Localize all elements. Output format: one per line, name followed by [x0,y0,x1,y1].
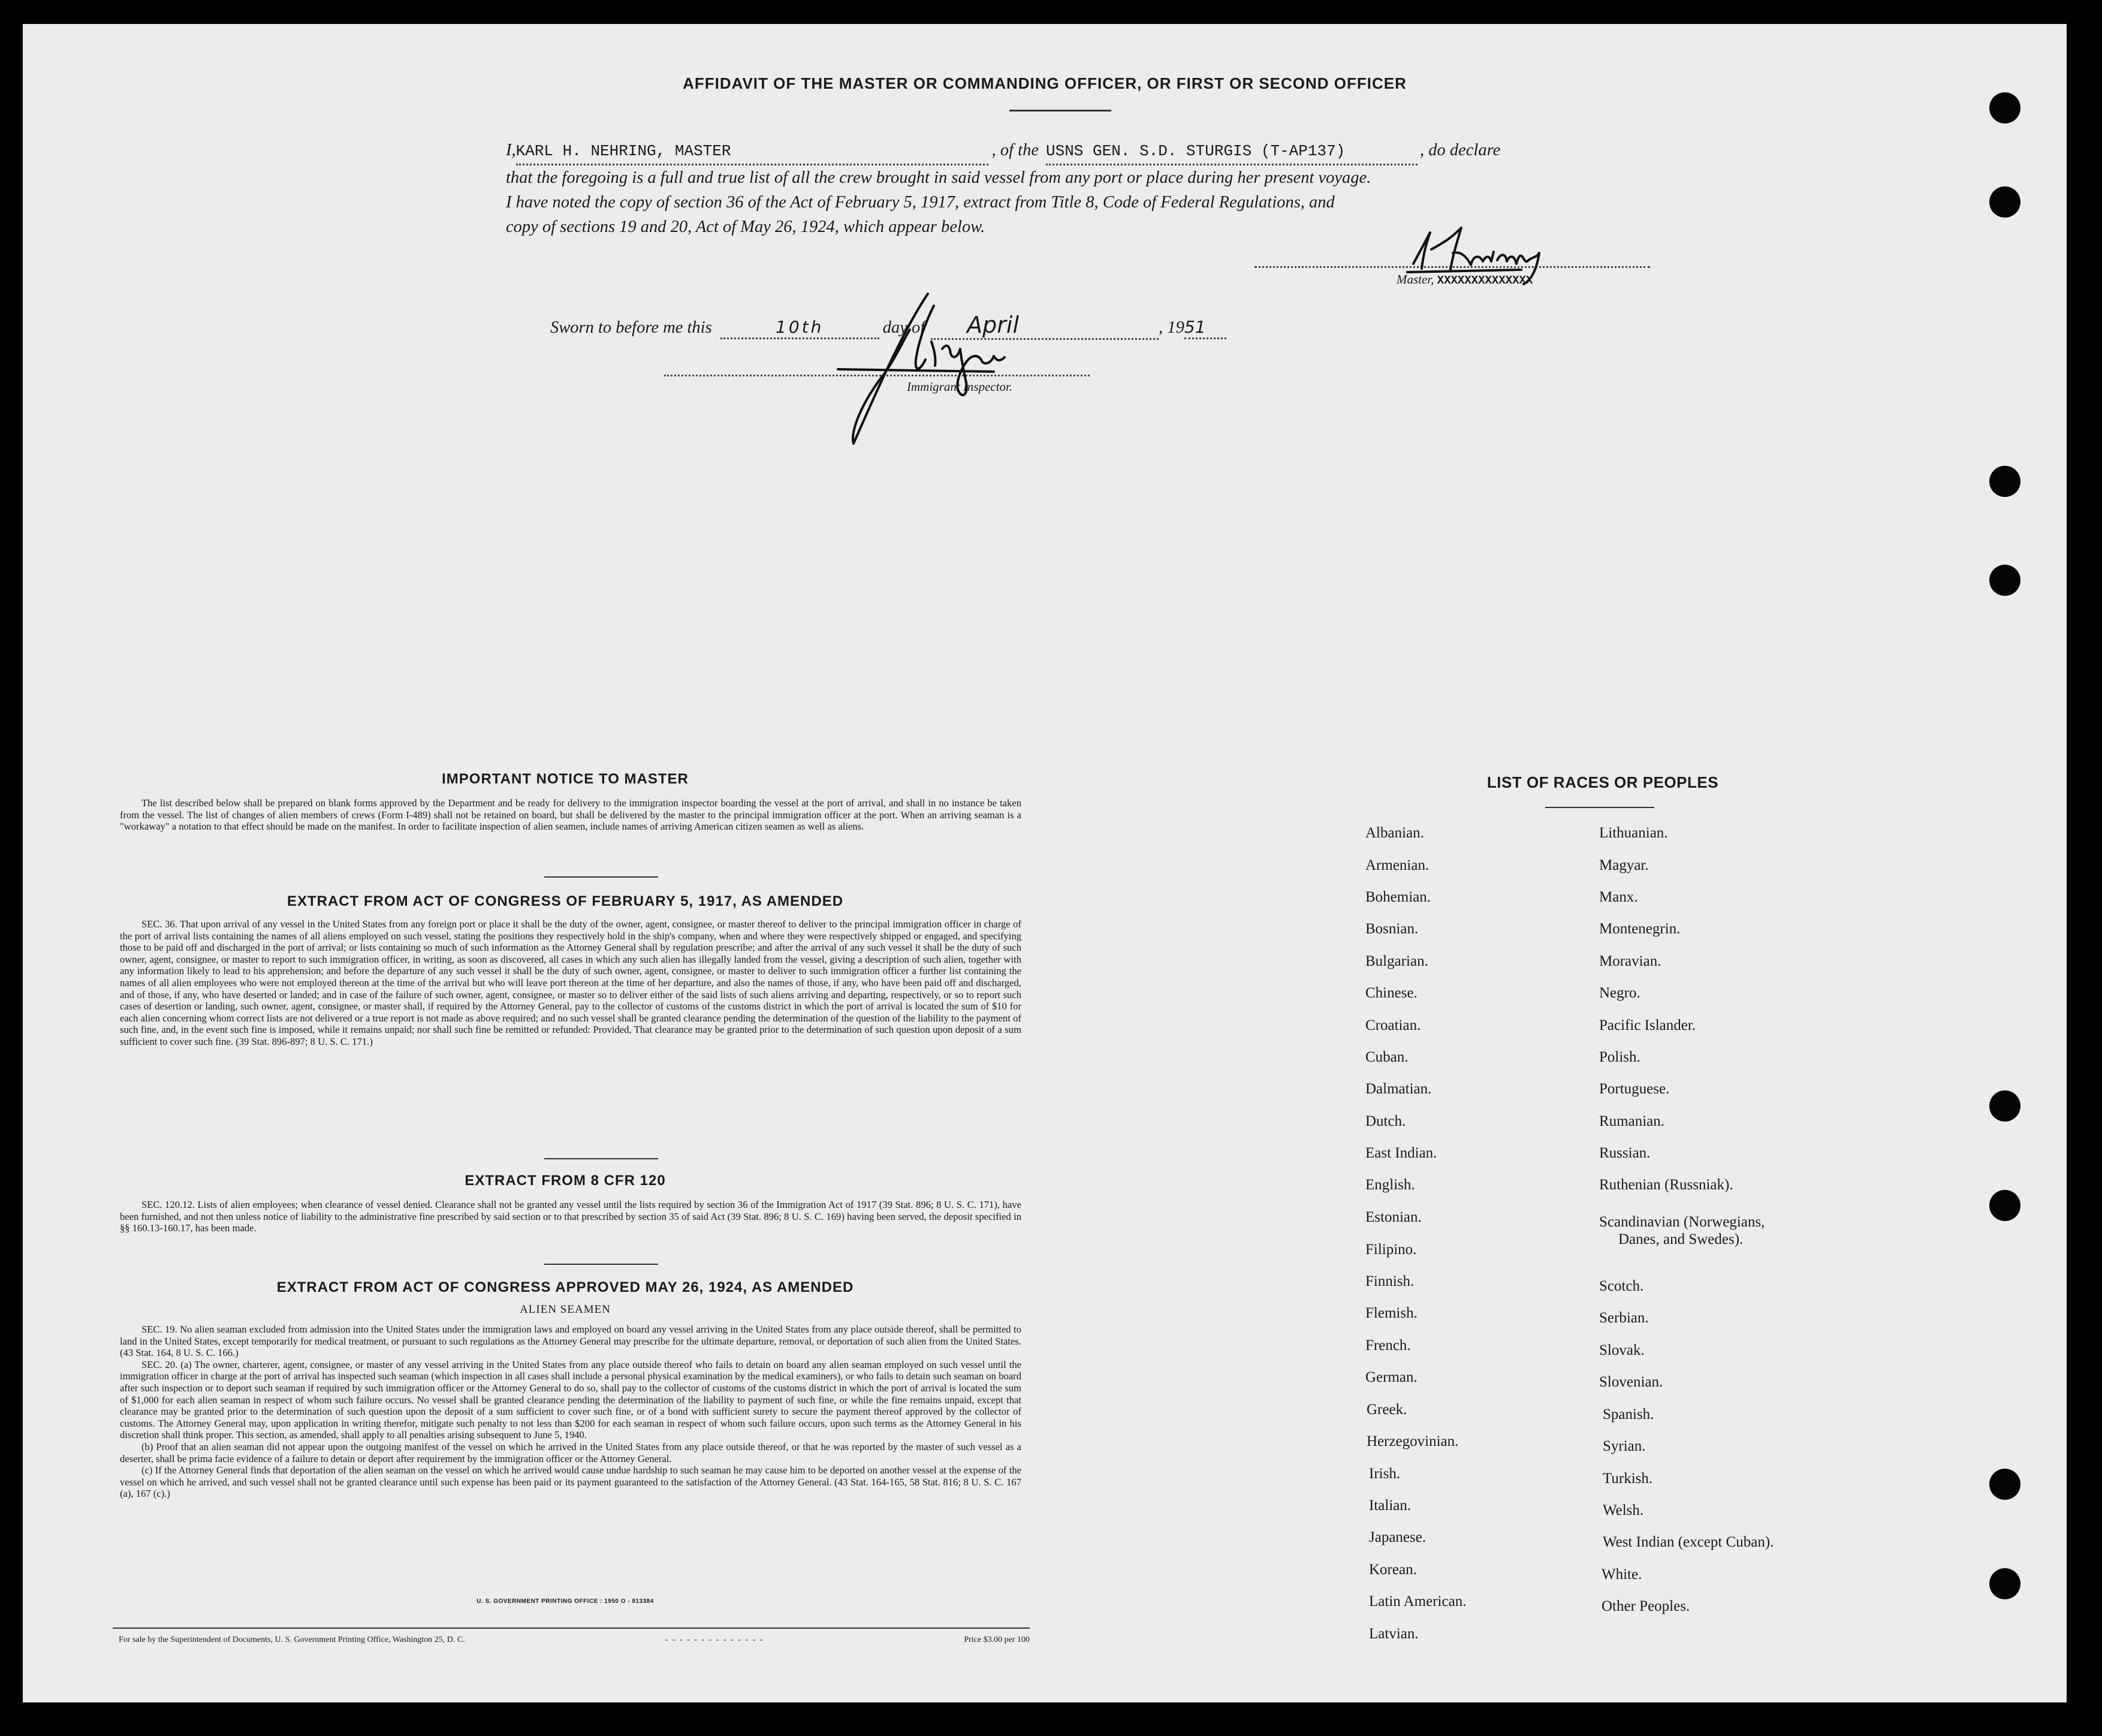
race-item: Syrian. [1603,1438,1646,1454]
footer-rule [113,1628,1030,1629]
race-item: Portuguese. [1599,1081,1670,1097]
race-item: Rumanian. [1599,1113,1665,1129]
section-rule [544,876,658,878]
section-rule [544,1158,658,1159]
binder-hole [1989,92,2020,123]
race-item: Welsh. [1603,1502,1644,1518]
race-item: Finnish. [1365,1273,1415,1289]
race-item: Estonian. [1365,1209,1422,1225]
race-item: Latin American. [1369,1593,1467,1610]
inspector-signature [814,282,1066,450]
race-item: Russian. [1599,1145,1651,1161]
declaration-line-2: that the foregoing is a full and true list of all the crew brought in said vessel from any port or place during her present voyage. [506,168,1371,187]
race-item: Scandinavian (Norwegians, [1599,1214,1765,1230]
race-item: Armenian. [1365,857,1430,873]
sworn-year-field: 51 [1184,317,1226,339]
race-item: Polish. [1599,1049,1640,1065]
race-item: Flemish. [1365,1305,1418,1321]
race-item: Montenegrin. [1599,921,1681,937]
race-item: Spanish. [1603,1406,1654,1422]
footer-dashes: - - - - - - - - - - - - - - [665,1635,764,1644]
race-item: French. [1365,1337,1411,1354]
extract-cfr-title: EXTRACT FROM 8 CFR 120 [465,1173,666,1189]
race-item: Albanian. [1365,825,1424,841]
affidavit-title: AFFIDAVIT OF THE MASTER OR COMMANDING OFFICER, OR FIRST OR SECOND OFFICER [683,74,1407,92]
declaration-line-1: I, KARL H. NEHRING, MASTER , of the USNS GEN. S.D. STURGIS (T-AP137) , do declare [506,138,1654,165]
race-item: German. [1365,1369,1418,1385]
sworn-day-field: 10th [720,317,879,339]
extract-1924-text: SEC. 19. No alien seaman excluded from admission into the United States under the immigration laws and employed on board any vessel arriving in the United States from any place outside thereof, shall be permitted to land in the United States, except temporarily for medical treatment, or pursuant to such regulations as the Attorney General may prescribe for the ultimate departure, removal, or deportation of such alien from the United States. (43 Stat. 164, 8 U. S. C. 166.) SEC. 20. (a) The owner, charterer, agent, consignee, or master of any vessel arriving in the United States from any place outside thereof who fails to detain on board any alien seaman employed on such vessel until the immigration officer in charge at the port of arrival has inspected such seaman (which inspection in all cases shall include a personal physical examination by the medical examiners), or who fails to detain such seaman on board after such inspection or to deport such seaman if required by such immigration officer or the Attorney General to do so, shall pay to the collector of customs of the customs district in which the port of arrival is located the sum of $1,000 for each alien seaman in respect of whom such failure occurs. No vessel shall be granted clearance pending the determination of the liability to payment of such fine, or while the fine remains unpaid, except that clearance may be granted prior to the determination of such question upon the deposit of a sum sufficient to cover such fine, or of a bond with sufficient surety to secure the payment thereof approved by the collector of customs. The Attorney General may, upon application in writing therefor, mitigate such penalty to not less than $200 for each seaman in respect of whom such failure occurs, upon such terms as the Attorney General in his discretion shall think proper. This section, as amended, shall apply to all penalties arising subsequent to June 5, 1940. (b) Proof that an alien seaman did not appear upon the outgoing manifest of the vessel on which he arrived in the United States from any place outside thereof, or that he was reported by the master of such vessel as a deserter, shall be prima facie evidence of a failure to detain or deport after requirement by the immigration officer or the Attorney General. (c) If the Attorney General finds that deportation of the alien seaman on the vessel on which he arrived would cause undue hardship to such seaman he may cause him to be deported on another vessel at the expense of the vessel on which he arrived, and such vessel shall not be granted clearance until such expense has been paid or its payment guaranteed to the satisfaction of the Attorney General. (43 Stat. 164-165, 58 Stat. 816; 8 U. S. C. 167 (a), 167 (c).) [120,1324,1021,1500]
binder-hole [1989,565,2020,596]
race-item: Lithuanian. [1599,825,1668,841]
printer-imprint: U. S. GOVERNMENT PRINTING OFFICE : 1950 O - 813384 [477,1598,654,1605]
race-item: Croatian. [1365,1017,1421,1033]
races-rule [1545,807,1654,808]
race-item: Pacific Islander. [1599,1017,1696,1033]
race-item: Slovenian. [1599,1374,1663,1390]
race-item: Bulgarian. [1365,953,1428,969]
race-item: Latvian. [1369,1626,1419,1642]
race-item: Ruthenian (Russniak). [1599,1177,1733,1193]
race-item: East Indian. [1365,1145,1437,1161]
race-item: Serbian. [1599,1310,1649,1326]
race-item: White. [1602,1566,1642,1583]
extract-1917-text: SEC. 36. That upon arrival of any vessel in the United States from any foreign port or place it shall be the duty of the owner, agent, consignee, or master thereof to deliver to the principal immigration officer in charge of the port of arrival lists containing the names of all aliens employed on such vessel, stating the positions they respectively hold in the ship's company, when and where they were respectively shipped or engaged, and specifying those to be paid off and discharged in the port of arrival; or lists containing so much of such information as the Attorney General shall by regulation prescribe; and after the arrival of any such vessel it shall be the duty of such owner, agent, consignee, or master to report to such immigration officer, in writing, as soon as discovered, all cases in which any such alien has illegally landed from the vessel, giving a description of such alien, together with any information likely to lead to his apprehension; and before the departure of any such vessel it shall be the duty of such owner, agent, consignee, or master to deliver to such immigration officer a further list containing the names of all alien employees who were not employed thereon at the time of the arrival but who will leave port thereon at the time of her departure, and also the names of those, if any, who have been paid off and discharged, and of those, if any, who have deserted or landed; and in case of the failure of such owner, agent, consignee, or master so to deliver either of the said lists of such aliens arriving and departing, respectively, or so to report such cases of desertion or landing, such owner, agent, consignee, or master shall, if required by the Attorney General, pay to the collector of customs of the customs district in which the port of arrival is located the sum of $10 for each alien concerning whom correct lists are not delivered or a true report is not made as above required; and no such vessel shall be granted clearance pending the determination of the question of the liability to the payment of such fine, and, in the event such fine is imposed, while it remains unpaid; nor shall such fine be remitted or refunded: Provided, That clearance may be granted prior to the determination of such question upon deposit of a sum sufficient to cover such fine. (39 Stat. 896-897; 8 U. S. C. 171.) [120,918,1021,1047]
extract-1924-title: EXTRACT FROM ACT OF CONGRESS APPROVED MAY 26, 1924, AS AMENDED [276,1279,854,1295]
inspector-caption: Immigrant Inspector. [907,379,1013,394]
declaration-line-4: copy of sections 19 and 20, Act of May 26, 1924, which appear below. [506,218,985,236]
race-item: Slovak. [1599,1342,1645,1358]
race-item: Filipino. [1365,1241,1417,1258]
binder-hole [1989,1568,2020,1599]
race-item: Dalmatian. [1365,1081,1432,1097]
race-item: Scotch. [1599,1278,1644,1294]
master-caption: Master, XXXXXXXXXXXXXX [1397,272,1533,287]
sworn-line: Sworn to before me this 10th day of April , 19 51 [550,312,1226,340]
race-item: West Indian (except Cuban). [1603,1534,1774,1550]
race-item: Dutch. [1365,1113,1406,1129]
race-item: Cuban. [1365,1049,1409,1065]
binder-hole [1989,1090,2020,1122]
declarant-field: KARL H. NEHRING, MASTER [516,139,988,165]
race-item: Negro. [1599,985,1640,1001]
footer-sale-note: For sale by the Superintendent of Documents, U. S. Government Printing Office, Washington 25, D. C. [119,1635,465,1644]
race-item: Bosnian. [1365,921,1419,937]
race-item: Italian. [1369,1497,1412,1514]
race-item: Bohemian. [1365,889,1431,905]
race-item: Herzegovinian. [1367,1433,1459,1449]
extract-1924-subtitle: ALIEN SEAMEN [520,1303,611,1316]
race-item: Korean. [1369,1562,1417,1578]
vessel-field: USNS GEN. S.D. STURGIS (T-AP137) [1046,139,1418,165]
notice-title: IMPORTANT NOTICE TO MASTER [442,771,689,787]
binder-hole [1989,466,2020,497]
race-item: Manx. [1599,889,1638,905]
binder-hole [1989,186,2020,218]
extract-1917-title: EXTRACT FROM ACT OF CONGRESS OF FEBRUARY 5, 1917, AS AMENDED [287,893,844,909]
race-item: Moravian. [1599,953,1661,969]
binder-hole [1989,1190,2020,1221]
master-signature [1395,222,1575,288]
declaration-line-3: I have noted the copy of section 36 of the Act of February 5, 1917, extract from Title 8, Code of Federal Regulations, and [506,193,1335,212]
extract-cfr-text: SEC. 120.12. Lists of alien employees; when clearance of vessel denied. Clearance shall not be granted any vessel until the lists required by section 36 of the Immigration Act of 1917 (39 Stat. 896; 8 U. S. C. 171), have been furnished, and not then unless notice of liability to the administrative fine prescribed by said section or to that prescribed by section 35 of said Act (39 Stat. 896; 8 U. S. C. 169) having been served, the deposit specified in §§ 160.13-160.17, has been made. [120,1199,1021,1234]
notice-text: The list described below shall be prepared on blank forms approved by the Department and be ready for delivery to the immigration inspector boarding the vessel at the port of arrival, and shall in no instance be taken from the vessel. The list of changes of alien members of crews (Form I-489) shall not be retained on board, but shall be delivered by the master to the principal immigration officer at the port. When an arriving seaman is a "workaway" a notation to that effect should be made on the manifest. In order to facilitate inspection of alien seamen, include names of arriving American citizen seamen as well as aliens. [120,797,1021,833]
section-rule [544,1264,658,1265]
race-item: Greek. [1367,1402,1407,1418]
footer-price: Price $3.00 per 100 [964,1635,1030,1644]
race-item: Irish. [1369,1466,1401,1482]
race-item: Japanese. [1369,1529,1427,1545]
race-item: English. [1365,1177,1415,1193]
title-rule [1009,110,1111,111]
race-item: Magyar. [1599,857,1649,873]
sworn-month-field: April [931,312,1159,340]
race-item: Danes, and Swedes). [1618,1231,1744,1247]
race-item: Turkish. [1603,1470,1653,1487]
race-item: Chinese. [1365,985,1418,1001]
document-page [23,24,2067,1702]
race-item: Other Peoples. [1602,1598,1690,1614]
footer [119,1635,1030,1645]
binder-hole [1989,1469,2020,1500]
races-title: LIST OF RACES OR PEOPLES [1486,773,1719,791]
